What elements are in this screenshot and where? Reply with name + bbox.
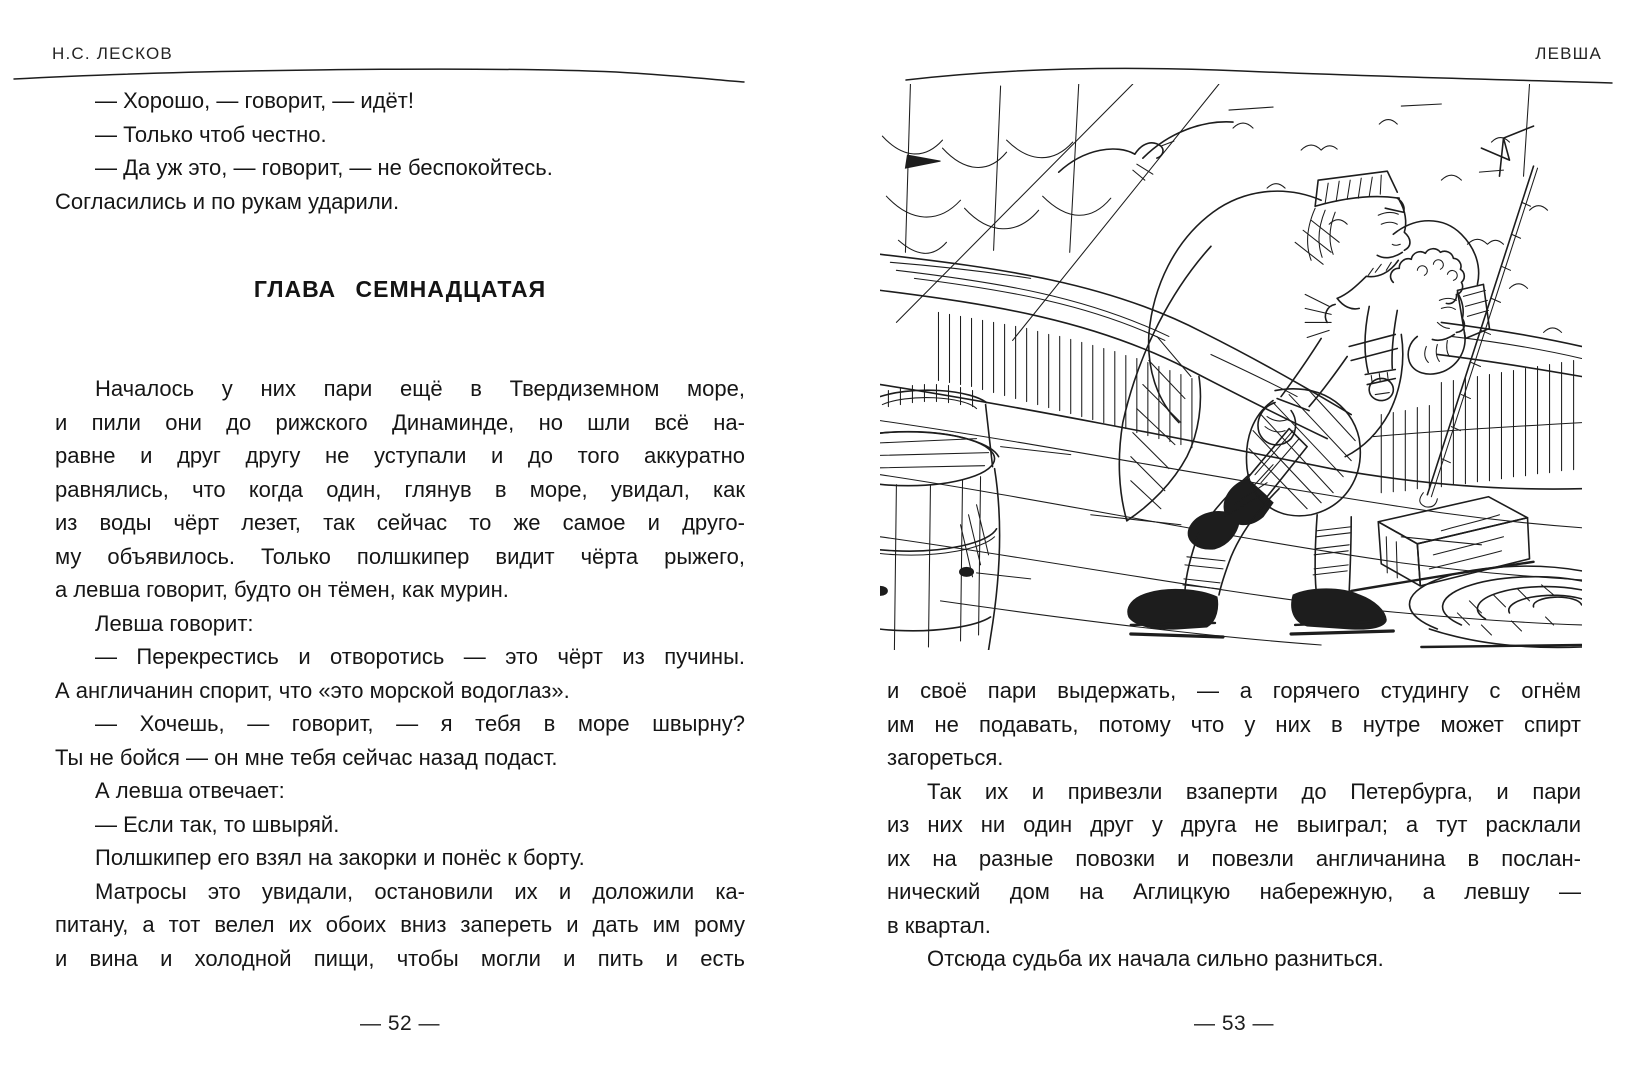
text-line: А англичанин спорит, что «это морской водоглаз». [55, 677, 570, 703]
left-page-body [55, 372, 745, 975]
seagull-icon [1481, 126, 1533, 176]
text-line: му объявилось. Только полшкипер видит чёрта рыжего, [55, 543, 745, 569]
text-line: равне и друг другу не уступали и до того аккуратно [55, 443, 745, 468]
text-line: Согласились и по рукам ударили. [55, 188, 400, 214]
text-line: Так их и привезли взаперти до Петербурга, и пари [927, 778, 1581, 804]
page-number-53: — 53 — [1193, 1012, 1275, 1035]
text-line: А левша отвечает: [95, 778, 285, 803]
text-line: Ты не бойся — он мне тебя сейчас назад подаст. [55, 744, 558, 770]
text-line: и своё пари выдержать, — а горячего студингу с огнём [887, 678, 1581, 703]
text-line: их на разные повозки и повезли англичанина в послан- [887, 845, 1581, 871]
wooden-crate [1351, 497, 1533, 591]
barrels [880, 385, 1000, 650]
text-line: — Хорошо, — говорит, — идёт! [95, 88, 414, 113]
text-line: Полшкипер его взял на закорки и понёс к борту. [95, 845, 585, 870]
running-head-author: Н.С. ЛЕСКОВ [52, 44, 173, 63]
right-page-body [887, 674, 1581, 976]
sailor-cap-icon [1315, 171, 1404, 212]
bulwark-rail [880, 254, 1581, 492]
text-line: и пили они до рижского Динаминде, но шли всё на- [55, 409, 745, 435]
text-line: нический дом на Аглицкую набережную, а левшу — [887, 879, 1581, 904]
text-line: Началось у них пари ещё в Твердиземном море, [95, 376, 745, 401]
text-line: в квартал. [887, 912, 991, 938]
text-line: — Только чтоб честно. [95, 121, 327, 147]
text-line: а левша говорит, будто он тёмен, как мурин. [55, 577, 509, 602]
text-line: Матросы это увидали, остановили их и доложили ка- [95, 878, 745, 904]
text-line: из воды чёрт лезет, так сейчас то же самое и друго- [55, 510, 745, 535]
text-line: Левша говорит: [95, 610, 254, 636]
chapter-heading: ГЛАВА СЕМНАДЦАТАЯ [253, 276, 547, 302]
text-line: — Хочешь, — говорит, — я тебя в море швырну? [95, 711, 745, 736]
text-line: равнялись, что когда один, глянув в море, увидал, как [55, 476, 745, 502]
lefty-head [1391, 221, 1479, 374]
text-line: и вина и холодной пищи, чтобы могли и пить и есть [55, 945, 745, 971]
text-line: им не подавать, потому что у них в нутре может спирт [887, 711, 1581, 737]
text-line: — Перекрестись и отворотись — это чёрт из пучины. [95, 644, 745, 669]
pennant-icon [905, 155, 940, 168]
ship-deck-illustration [880, 84, 1582, 650]
text-line: из них ни один друг у друга не выиграл; а тут расклали [887, 812, 1581, 837]
left-page-dialogue [55, 84, 745, 218]
text-line: загореться. [887, 745, 1004, 770]
stay-rope [1420, 166, 1538, 507]
text-line: — Если так, то швыряй. [95, 811, 340, 837]
text-line: питану, а тот велел их обоих вниз запереть и дать им рому [55, 912, 745, 937]
running-head-title: ЛЕВША [1535, 44, 1602, 63]
page-number-52: — 52 — [359, 1012, 441, 1035]
skipper-head [1308, 200, 1410, 309]
lefty-hand [1305, 294, 1335, 337]
seagull-icon [1059, 122, 1233, 180]
text-line: Отсюда судьба их начала сильно разниться. [927, 946, 1384, 971]
text-line: — Да уж это, — говорит, — не беспокойтесь. [95, 155, 553, 180]
